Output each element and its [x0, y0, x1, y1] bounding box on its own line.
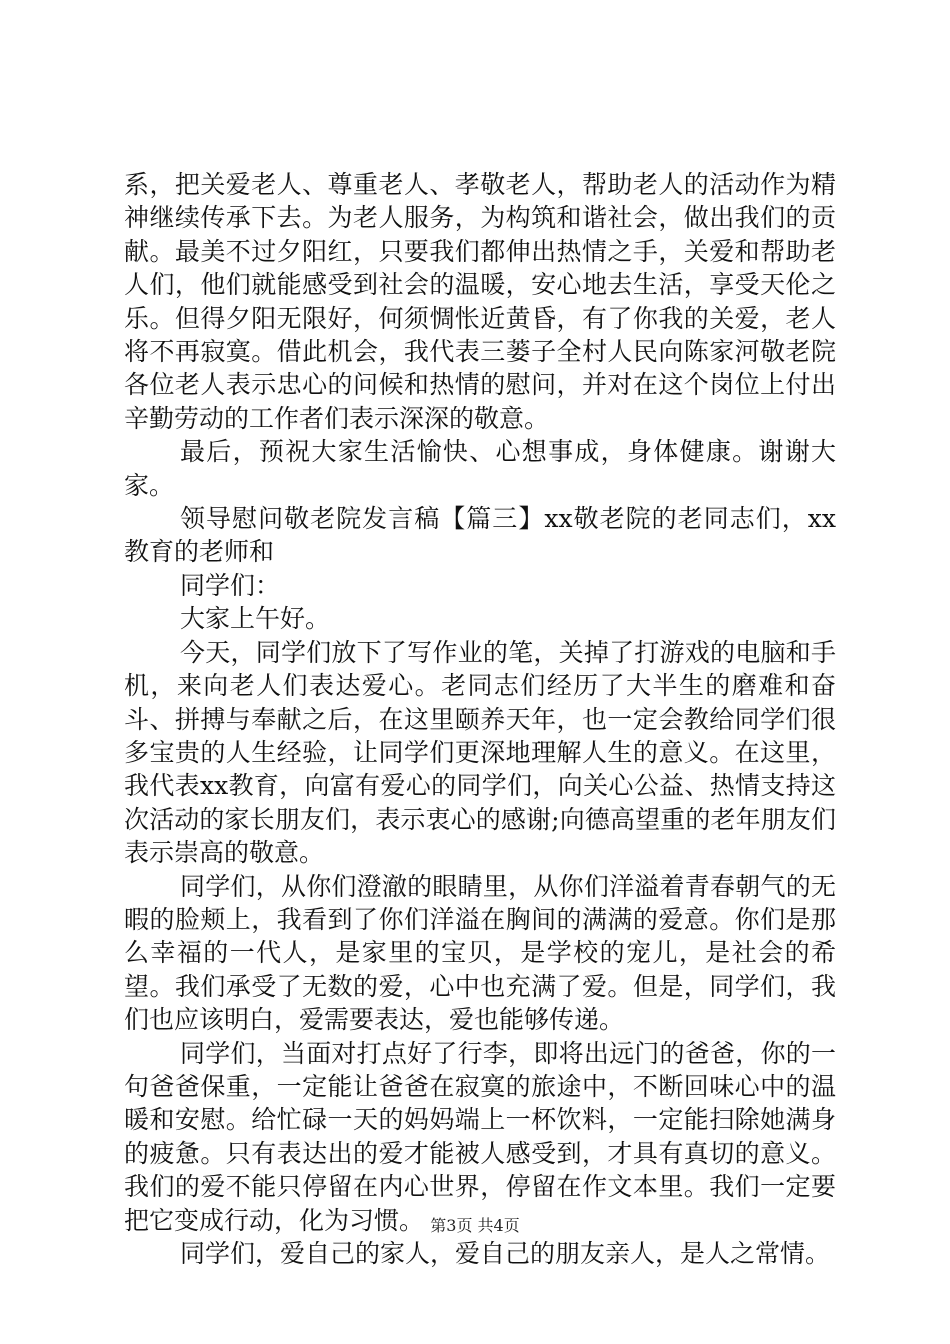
paragraph-2: 最后，预祝大家生活愉快、心想事成，身体健康。谢谢大家。: [124, 437, 836, 500]
paragraph-8: 同学们，当面对打点好了行李，即将出远门的爸爸，你的一句爸爸保重，一定能让爸爸在寂寞的旅途中，不断回味心中的温暖和安慰。给忙碌一天的妈妈端上一杯饮料，一定能扫除她满身的疲惫。只有表达出的爱才能被人感受到，才具有真切的意义。我们的爱不能只停留在内心世界，停留在作文本里。我们一定要把它变成行动，化为习惯。: [124, 1038, 836, 1235]
paragraph-5: 大家上午好。: [180, 604, 331, 634]
paragraph-1: 系，把关爱老人、尊重老人、孝敬老人，帮助老人的活动作为精神继续传承下去。为老人服务，为构筑和谐社会，做出我们的贡献。最美不过夕阳红，只要我们都伸出热情之手，关爱和帮助老人们，他们就能感受到社会的温暖，安心地去生活，享受天伦之乐。但得夕阳无限好，何须惆怅近黄昏，有了你我的关爱，老人将不再寂寞。借此机会，我代表三蒌子全村人民向陈家河敬老院各位老人表示忠心的问候和热情的慰问，并对在这个岗位上付出辛勤劳动的工作者们表示深深的敬意。: [124, 170, 836, 433]
paragraph-4: 同学们：: [180, 570, 281, 600]
paragraph-7: 同学们，从你们澄澈的眼睛里，从你们洋溢着青春朝气的无暇的脸颊上，我看到了你们洋溢在胸间的满满的爱意。你们是那么幸福的一代人，是家里的宝贝，是学校的宠儿，是社会的希望。我们承受了无数的爱，心中也充满了爱。但是，同学们，我们也应该明白，爱需要表达，爱也能够传递。: [124, 871, 836, 1035]
page-footer: 第3页 共4页: [430, 1216, 520, 1235]
paragraph-9: 同学们，爱自己的家人，爱自己的朋友亲人，是人之常情。: [180, 1239, 831, 1268]
document-body: [124, 168, 836, 1270]
paragraph-3: 领导慰问敬老院发言稿【篇三】xx敬老院的老同志们，xx教育的老师和: [124, 504, 836, 567]
paragraph-6: 今天，同学们放下了写作业的笔，关掉了打游戏的电脑和手机，来向老人们表达爱心。老同志们经历了大半生的磨难和奋斗、拼搏与奉献之后，在这里颐养天年，也一定会教给同学们很多宝贵的人生经验，让同学们更深地理解人生的意义。在这里，我代表xx教育，向富有爱心的同学们，向关心公益、热情支持这次活动的家长朋友们，表示衷心的感谢;向德高望重的老年朋友们表示崇高的敬意。: [124, 637, 836, 868]
